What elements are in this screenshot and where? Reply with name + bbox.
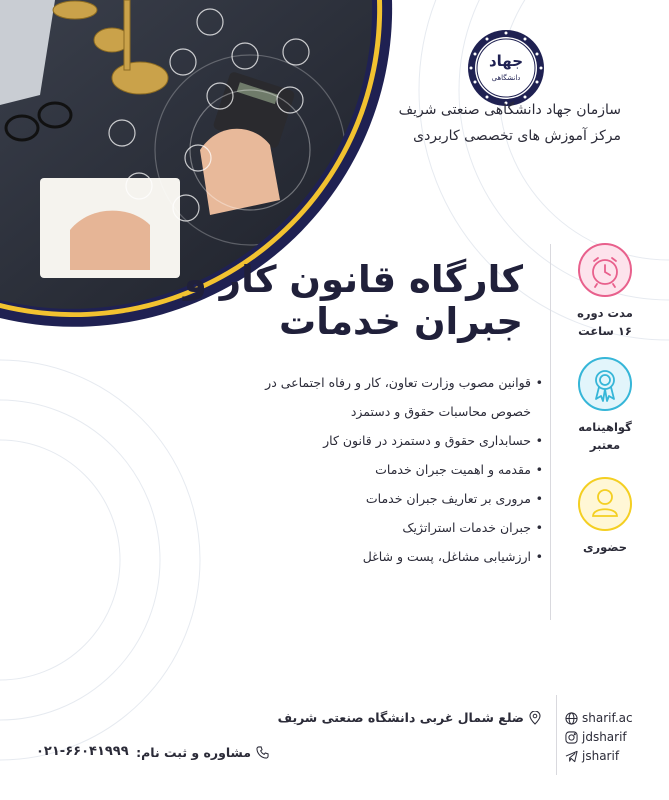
address [278,710,541,725]
registration-label [136,745,269,760]
address-text: ضلع شمال غربی دانشگاه صنعتی شریف [277,710,524,725]
course-title-line1: کارگاه قانون کار و [183,258,523,301]
instagram-icon [565,731,578,744]
website-link[interactable] [565,711,633,725]
topic-item [223,484,543,513]
topic-item [223,513,543,542]
logo-text-main: جهاد [488,52,524,70]
telegram-link[interactable] [565,749,619,763]
topic-text-continued: خصوص محاسبات حقوق و دستمزد [350,404,531,419]
instagram-text: jdsharif [582,730,627,744]
globe-icon [565,712,578,725]
topic-text: حسابداری حقوق و دستمزد در قانون کار [323,433,531,448]
topic-text: قوانین مصوب وزارت تعاون، کار و رفاه اجتماعی در [265,375,531,390]
website-text: sharif.ac [582,711,633,725]
organization-name: سازمان جهاد دانشگاهی صنعتی شریف [398,102,621,118]
instagram-link[interactable] [565,730,627,744]
duration-label: مدت دوره ۱۶ ساعت [577,306,633,338]
phone-number[interactable]: ۰۲۱-۶۶۰۴۱۹۹۹ [36,744,129,759]
logo-text-sub: دانشگاهی [491,74,521,82]
location-pin-icon [529,711,541,725]
topic-text: جبران خدمات استراتژیک [402,520,531,535]
topics-list [223,368,543,571]
phone-icon [256,746,269,759]
certificate-label: گواهینامه معتبر [578,420,632,452]
topic-text: مقدمه و اهمیت جبران خدمات [375,462,531,477]
telegram-text: jsharif [582,749,620,763]
alarm-clock-icon [577,242,633,298]
jahad-logo [466,28,546,108]
topic-item [223,542,543,571]
topic-item [223,455,543,484]
telegram-icon [565,750,578,763]
person-icon [577,476,633,532]
divider [550,244,551,620]
certificate-badge-icon [577,356,633,412]
center-name: مرکز آموزش های تخصصی کاربردی [413,128,621,144]
footer-divider [556,695,557,775]
topic-item [223,368,543,426]
topic-item [223,426,543,455]
course-title-line2: جبران خدمات [279,300,523,343]
topic-text: مروری بر تعاریف جبران خدمات [365,491,531,506]
attendance-mode-label: حضوری [583,540,627,554]
topic-text: ارزشیابی مشاغل، پست و شاغل [362,549,531,564]
registration-text: مشاوره و ثبت نام: [136,745,251,760]
